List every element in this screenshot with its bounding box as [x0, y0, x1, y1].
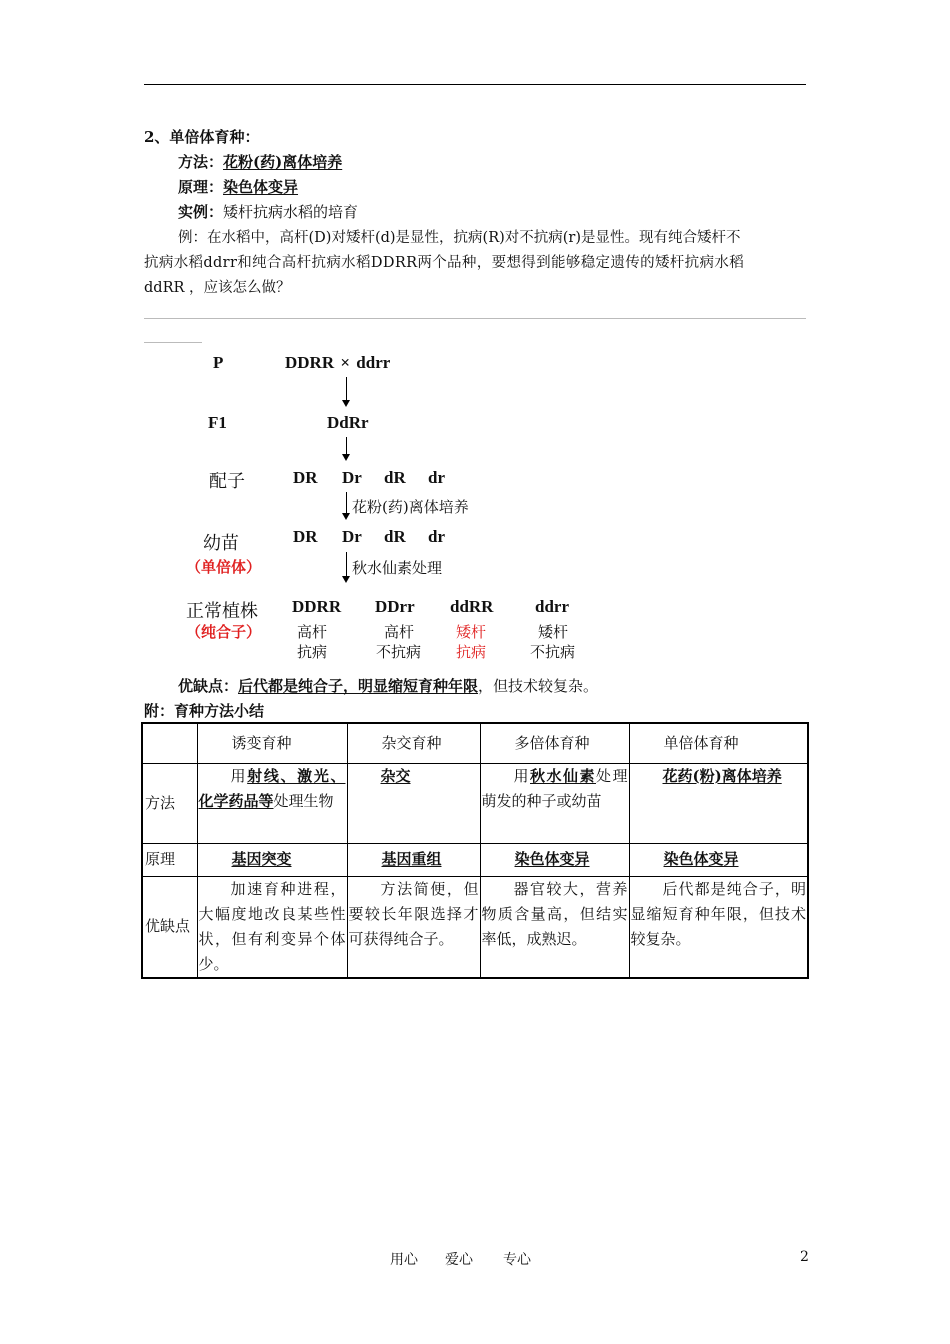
principle-cell — [197, 843, 347, 876]
method-value: 花粉(药)离体培养 — [223, 153, 343, 171]
method-label: 方法： — [178, 153, 224, 171]
principle-line — [178, 176, 298, 197]
principle-cell — [480, 843, 629, 876]
breeding-summary-table — [141, 722, 809, 979]
arrow-down-icon — [342, 454, 350, 461]
seedling-genotype: dR — [384, 527, 406, 546]
plant-trait-resistance: 不抗病 — [530, 643, 576, 661]
principle-label: 原理： — [178, 178, 224, 196]
plant-trait-resistance: 抗病 — [297, 643, 328, 661]
example-line — [178, 201, 358, 222]
f1-value: DdRr — [327, 413, 369, 432]
plant-trait-height: 矮杆 — [538, 623, 569, 641]
table-header-cell: 杂交育种 — [347, 723, 480, 763]
cell-text: 用 — [230, 766, 248, 785]
plant-trait-height-target: 矮杆 — [456, 623, 487, 641]
table-row-principle — [142, 843, 808, 876]
arrow-line — [346, 377, 347, 401]
gamete-genotype: dR — [384, 468, 406, 487]
proscons-cell: 器官较大，营养物质含量高，但结实率低，成熟迟。 — [480, 876, 629, 978]
p-cross: DDRR × ddrr — [285, 353, 391, 372]
plant-trait-resistance-target: 抗病 — [456, 643, 487, 661]
plant-trait-resistance: 不抗病 — [376, 643, 422, 661]
f1-label: F1 — [208, 413, 227, 432]
cell-emphasis: 染色体变异 — [663, 850, 739, 868]
cell-emphasis: 染色体变异 — [514, 850, 590, 868]
seedling-genotype: Dr — [342, 527, 362, 546]
method-line — [178, 151, 342, 172]
cell-text: 处理萌发的种子或幼苗 — [481, 766, 628, 810]
footer-item: 爱心 — [445, 1252, 473, 1268]
pros-cons-rest: ，但技术较复杂。 — [478, 677, 599, 695]
arrow-line — [346, 552, 347, 577]
plant-genotype: DDRR — [292, 597, 342, 616]
cell-emphasis: 杂交 — [380, 766, 411, 785]
answer-blank-line-short — [144, 342, 202, 343]
pros-cons-label: 优缺点： — [178, 677, 239, 695]
cell-emphasis: 射线、激光、化学药品等 — [198, 766, 346, 810]
page-number: 2 — [800, 1249, 809, 1265]
cell-text: 处理生物 — [273, 791, 334, 810]
proscons-cell: 加速育种进程，大幅度地改良某些性状，但有利变异个体少。 — [197, 876, 347, 978]
arrow-down-icon — [342, 400, 350, 407]
example-value: 矮杆抗病水稻的培育 — [223, 203, 359, 221]
plant-genotype: DDrr — [375, 597, 415, 616]
footer-item: 专心 — [503, 1252, 531, 1268]
pros-cons-line — [178, 675, 598, 696]
answer-blank-line — [144, 318, 806, 319]
footer-item: 用心 — [390, 1252, 418, 1268]
question-line-3: ddRR ，应该怎么做？ — [144, 280, 291, 296]
cell-emphasis: 花药(粉)离体培养 — [662, 766, 782, 785]
table-header-cell: 诱变育种 — [197, 723, 347, 763]
arrow-line — [346, 437, 347, 455]
row-label-principle: 原理 — [142, 843, 197, 876]
table-row-method — [142, 763, 808, 843]
plant-genotype: ddrr — [535, 597, 569, 616]
question-line-1: 例：在水稻中，高杆(D)对矮杆(d)是显性，抗病(R)对不抗病(r)是显性。现有纯合矮杆不 — [178, 230, 741, 246]
arrow-down-icon — [342, 576, 350, 583]
method-haploid-cell — [629, 763, 808, 843]
table-header-cell: 单倍体育种 — [629, 723, 808, 763]
row-label-proscons: 优缺点 — [142, 876, 197, 978]
arrow-down-icon — [342, 513, 350, 520]
table-corner-cell — [142, 723, 197, 763]
method-hybrid-cell — [347, 763, 480, 843]
principle-cell — [347, 843, 480, 876]
arrow-line — [346, 492, 347, 514]
principle-cell — [629, 843, 808, 876]
question-line-2: 抗病水稻ddrr和纯合高杆抗病水稻DDRR两个品种，要想得到能够稳定遗传的矮杆抗病水稻 — [144, 255, 745, 271]
gamete-genotype: dr — [428, 468, 445, 487]
table-header-row — [142, 723, 808, 763]
appendix-title: 附：育种方法小结 — [144, 702, 265, 720]
method-polyploid-cell — [480, 763, 629, 843]
row-label-method: 方法 — [142, 763, 197, 843]
method-mutation-cell — [197, 763, 347, 843]
table-header-cell: 多倍体育种 — [480, 723, 629, 763]
plant-genotype-target: ddRR — [450, 597, 494, 616]
cell-emphasis: 基因突变 — [231, 850, 292, 868]
section-heading: 2、单倍体育种： — [144, 128, 260, 146]
plant-trait-height: 高杆 — [384, 623, 415, 641]
seedling-label: 幼苗 — [203, 533, 239, 554]
cell-emphasis: 基因重组 — [381, 850, 442, 868]
plant-note: （纯合子） — [186, 623, 262, 641]
gamete-genotype: Dr — [342, 468, 362, 487]
seedling-genotype: DR — [293, 527, 318, 546]
seedling-genotype: dr — [428, 527, 445, 546]
header-rule — [144, 84, 806, 85]
cell-text: 用 — [513, 766, 530, 785]
step-colchicine-label: 秋水仙素处理 — [352, 559, 443, 577]
seedling-note: （单倍体） — [186, 558, 262, 576]
example-label: 实例： — [178, 203, 224, 221]
plant-trait-height: 高杆 — [297, 623, 328, 641]
cell-emphasis: 秋水仙素 — [530, 766, 596, 785]
table-row-proscons — [142, 876, 808, 978]
step-culture-label: 花粉(药)离体培养 — [352, 498, 469, 516]
proscons-cell: 方法简便，但要较长年限选择才可获得纯合子。 — [347, 876, 480, 978]
gamete-label: 配子 — [209, 471, 245, 492]
plant-label: 正常植株 — [186, 601, 258, 622]
gamete-genotype: DR — [293, 468, 318, 487]
principle-value: 染色体变异 — [223, 178, 299, 196]
pros-cons-emphasis: 后代都是纯合子，明显缩短育种年限 — [238, 677, 479, 695]
p-label: P — [213, 353, 224, 372]
proscons-cell: 后代都是纯合子，明显缩短育种年限，但技术较复杂。 — [629, 876, 808, 978]
